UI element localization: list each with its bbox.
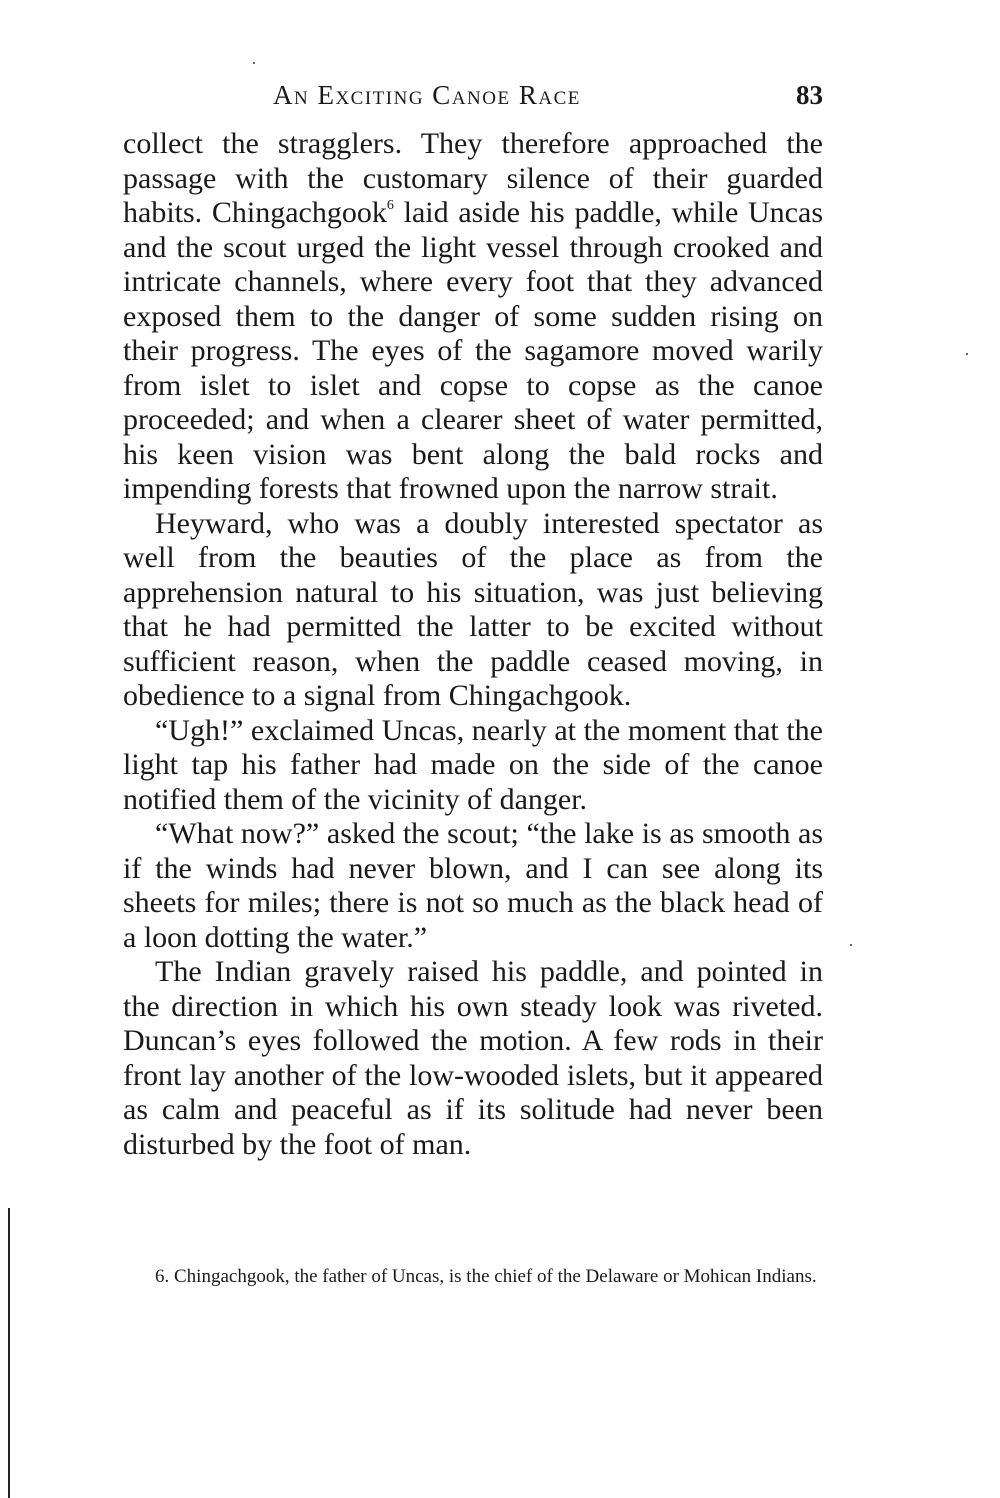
- body-text: [123, 127, 823, 1162]
- footnote-reference: 6: [386, 198, 394, 213]
- scan-edge-line: [8, 1208, 10, 1498]
- paragraph-5: The Indian gravely raised his paddle, and pointed in the direction in which his own steady look was riveted. Duncan’s eyes followed the motion. A few rods in their front lay another of the low-wooded islets, but it appeared as calm and peaceful as if its solitude had never been disturbed by the foot of man.: [123, 955, 823, 1161]
- page-header: [123, 80, 823, 114]
- paragraph-1-start: collect the stragglers. They therefore approached the passage with the customary silence of their guarded habits. Chingachgook: [123, 127, 823, 229]
- footnote: [123, 1265, 823, 1289]
- paragraph-2: Heyward, who was a doubly interested spectator as well from the beauties of the place as from the apprehension natural to his situation, was just believing that he had permitted the latter to be excited without sufficient reason, when the paddle ceased moving, in obedience to a signal from Chingachgook.: [123, 506, 823, 712]
- paragraph-3: “Ugh!” exclaimed Uncas, nearly at the moment that the light tap his father had made on the side of the canoe notified them of the vicinity of danger.: [123, 713, 823, 816]
- paragraph-1-end: laid aside his paddle, while Uncas and the scout urged the light vessel through crooked and intricate channels, where every foot that they advanced exposed them to the danger of some sudden rising on their progress. The eyes of the sagamore moved warily from islet to islet and copse to copse as the canoe proceeded; and when a clearer sheet of water permitted, his keen vision was bent along the bald rocks and impending forests that frowned upon the narrow strait.: [123, 196, 823, 505]
- paragraph-1: [123, 127, 823, 507]
- running-title: An Exciting Canoe Race: [273, 80, 581, 110]
- footnote-text: 6. Chingachgook, the father of Uncas, is the chief of the Delaware or Mohican Indians.: [155, 1266, 817, 1287]
- page-number: 83: [796, 80, 823, 110]
- scan-speck: [966, 353, 968, 355]
- scan-speck: [850, 944, 852, 946]
- scan-speck: [253, 62, 255, 64]
- paragraph-4: “What now?” asked the scout; “the lake is as smooth as if the winds had never blown, and I can see along its sheets for miles; there is not so much as the black head of a loon dotting the water.”: [123, 817, 823, 954]
